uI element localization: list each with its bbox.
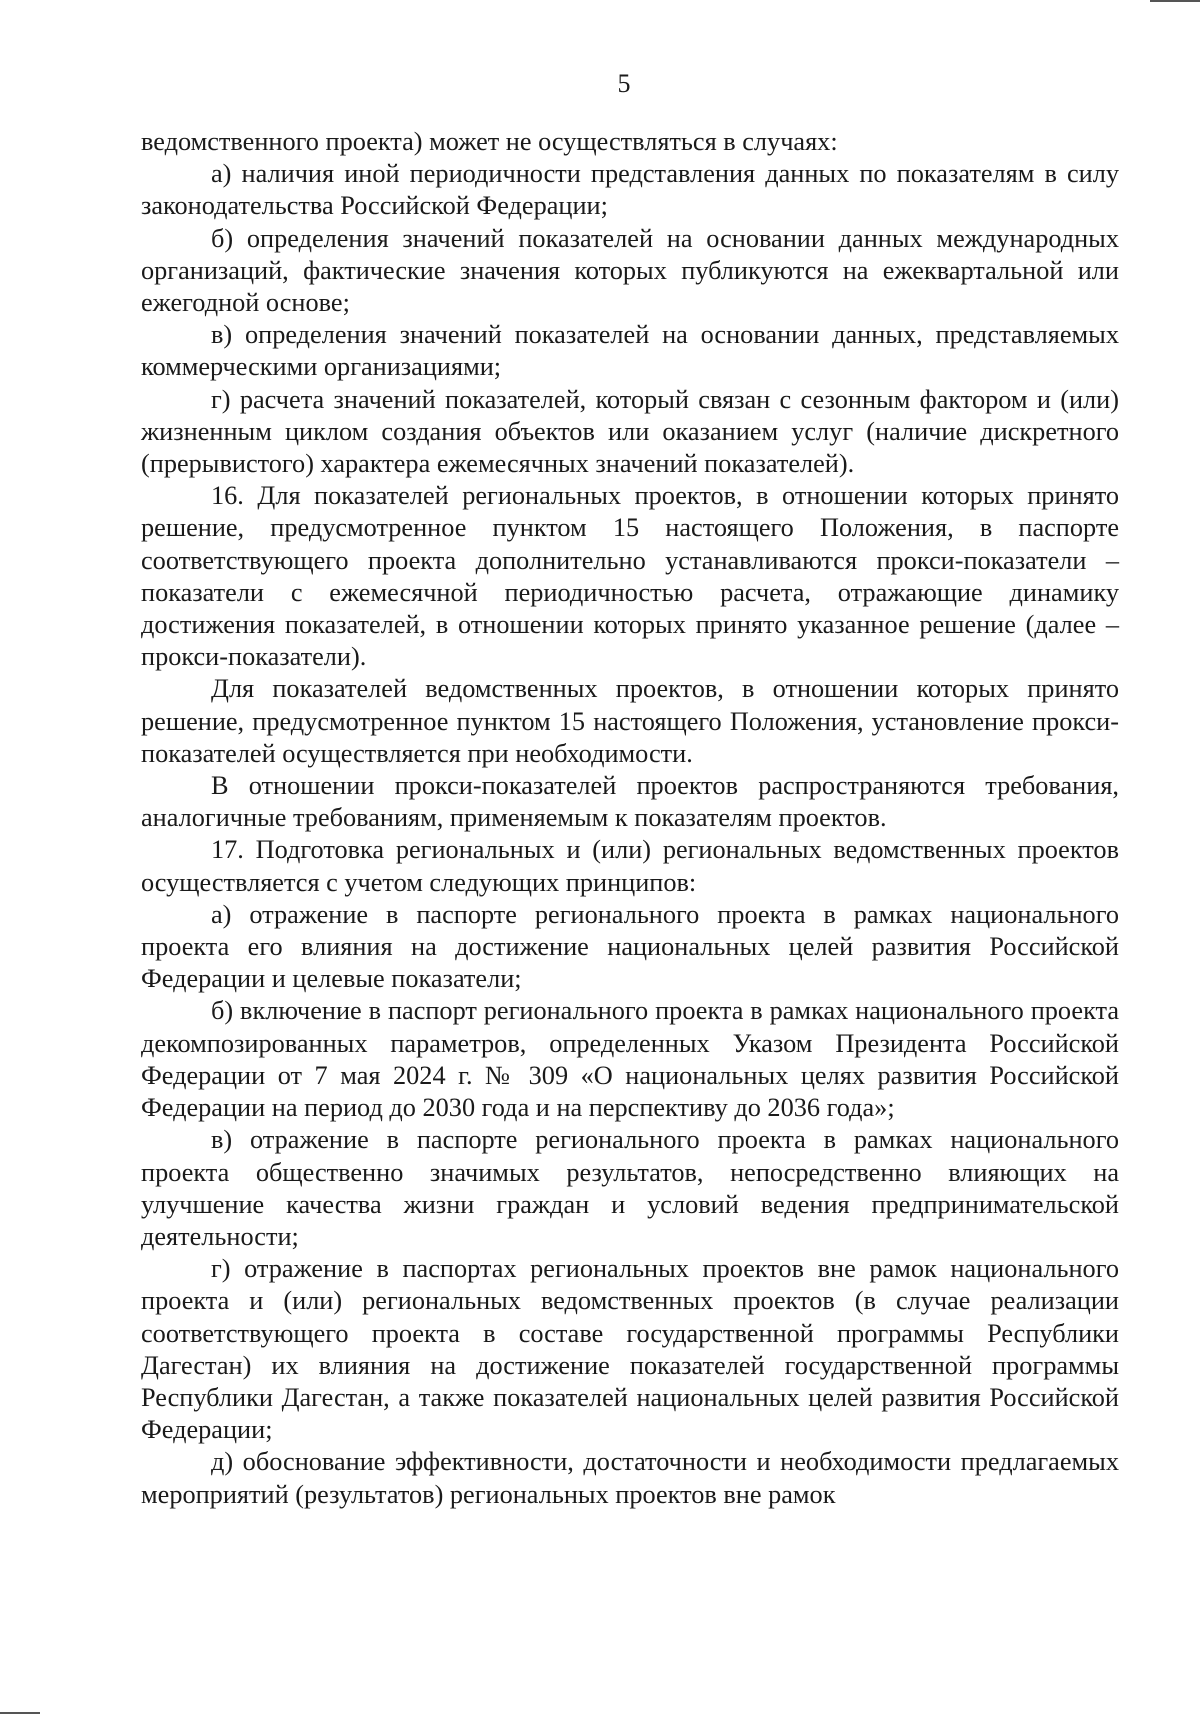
document-body <box>141 126 1119 1511</box>
clause-16: 16. Для показателей региональных проектов, в отношении которых принято решение, предусмотренное пунктом 15 настоящего Положения, в паспорте соответствующего проекта дополнительно устанавливаются прокси-показатели – показатели с ежемесячной периодичностью расчета, отражающие динамику достижения показателей, в отношении которых принято указанное решение (далее – прокси-показатели). <box>141 481 1119 672</box>
list-item-a: а) наличия иной периодичности представления данных по показателям в силу законодательства Российской Федерации; <box>141 159 1119 221</box>
principle-v: в) отражение в паспорте регионального проекта в рамках национального проекта общественно значимых результатов, непосредственно влияющих на улучшение качества жизни граждан и условий ведения предпринимательской деятельности; <box>141 1125 1119 1251</box>
page-number: 5 <box>617 69 631 98</box>
list-item-v: в) определения значений показателей на основании данных, представляемых коммерческими организациями; <box>141 320 1119 382</box>
scan-edge-mark-bottom <box>0 1712 40 1714</box>
scan-edge-mark-top <box>1150 0 1200 2</box>
paragraph-continuation: ведомственного проекта) может не осуществляться в случаях: <box>141 127 838 156</box>
principle-a: а) отражение в паспорте регионального проекта в рамках национального проекта его влияния на достижение национальных целей развития Российской Федерации и целевые показатели; <box>141 899 1119 994</box>
list-item-b: б) определения значений показателей на основании данных международных организаций, фактические значения которых публикуются на ежеквартальной или ежегодной основе; <box>141 223 1119 318</box>
paragraph-proxy-requirements: В отношении прокси-показателей проектов распространяются требования, аналогичные требованиям, применяемым к показателям проектов. <box>141 771 1119 833</box>
clause-17: 17. Подготовка региональных и (или) региональных ведомственных проектов осуществляется с учетом следующих принципов: <box>141 835 1119 897</box>
principle-b: б) включение в паспорт регионального проекта в рамках национального проекта декомпозированных параметров, определенных Указом Президента Российской Федерации от 7 мая 2024 г. № 309 «О национальных целях развития Российской Федерации на период до 2030 года и на перспективу до 2036 года»; <box>141 996 1119 1123</box>
paragraph-departmental-projects: Для показателей ведомственных проектов, в отношении которых принято решение, предусмотренное пунктом 15 настоящего Положения, установление прокси-показателей осуществляется при необходимости. <box>141 674 1119 768</box>
list-item-g: г) расчета значений показателей, который связан с сезонным фактором и (или) жизненным циклом создания объектов или оказанием услуг (наличие дискретного (прерывистого) характера ежемесячных значений показателей). <box>141 384 1119 479</box>
principle-g: г) отражение в паспортах региональных проектов вне рамок национального проекта и (или) региональных ведомственных проектов (в случае реализации соответствующего проекта в составе государственной программы Республики Дагестан) их влияния на достижение показателей государственной программы Республики Дагестан, а также показателей национальных целей развития Российской Федерации; <box>141 1254 1119 1445</box>
principle-d: д) обоснование эффективности, достаточности и необходимости предлагаемых мероприятий (результатов) региональных проектов вне рамок <box>141 1447 1119 1509</box>
